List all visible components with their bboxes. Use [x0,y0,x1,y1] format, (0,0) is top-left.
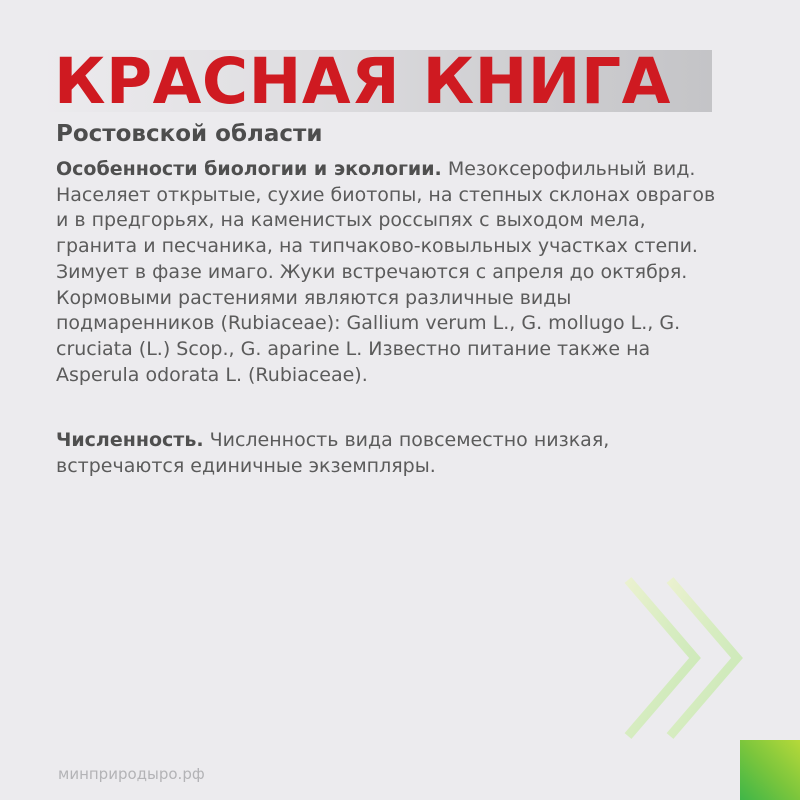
text-line: подмаренников (Rubiaceae): Gallium verum L., G. mollugo L., G. [56,312,681,335]
text-line: Asperula odorata L. (Rubiaceae). [56,363,368,386]
population-section [56,428,771,479]
section-heading: Особенности биологии и экологии. [56,158,442,180]
text-line-content: Мезоксерофильный вид. [441,158,696,180]
text-line: и в предгорьях, на каменистых россыпях с выходом мела, [56,209,646,232]
text-line: встречаются единичные экземпляры. [56,454,436,477]
section-heading: Численность. [56,429,204,451]
corner-accent [740,740,800,800]
text-line [56,428,771,454]
text-line: cruciata (L.) Scop., G. aparine L. Известно питание также на [56,337,651,360]
text-line: Зимует в фазе имаго. Жуки встречаются с апреля до октября. [56,260,688,283]
text-line-content: Численность вида повсеместно низкая, [203,429,610,451]
text-line: Населяет открытые, сухие биотопы, на степных склонах оврагов [56,183,716,206]
page-subtitle: Ростовской области [56,121,323,147]
website-url: минприродыро.рф [58,765,205,783]
biology-ecology-section [56,157,771,388]
page-title: КРАСНАЯ КНИГА [54,45,671,118]
chevron-right-icon [610,570,755,745]
text-line [56,157,771,183]
text-line: гранита и песчаника, на типчаково-ковыльных участках степи. [56,235,698,258]
text-line: Кормовыми растениями являются различные виды [56,286,572,309]
